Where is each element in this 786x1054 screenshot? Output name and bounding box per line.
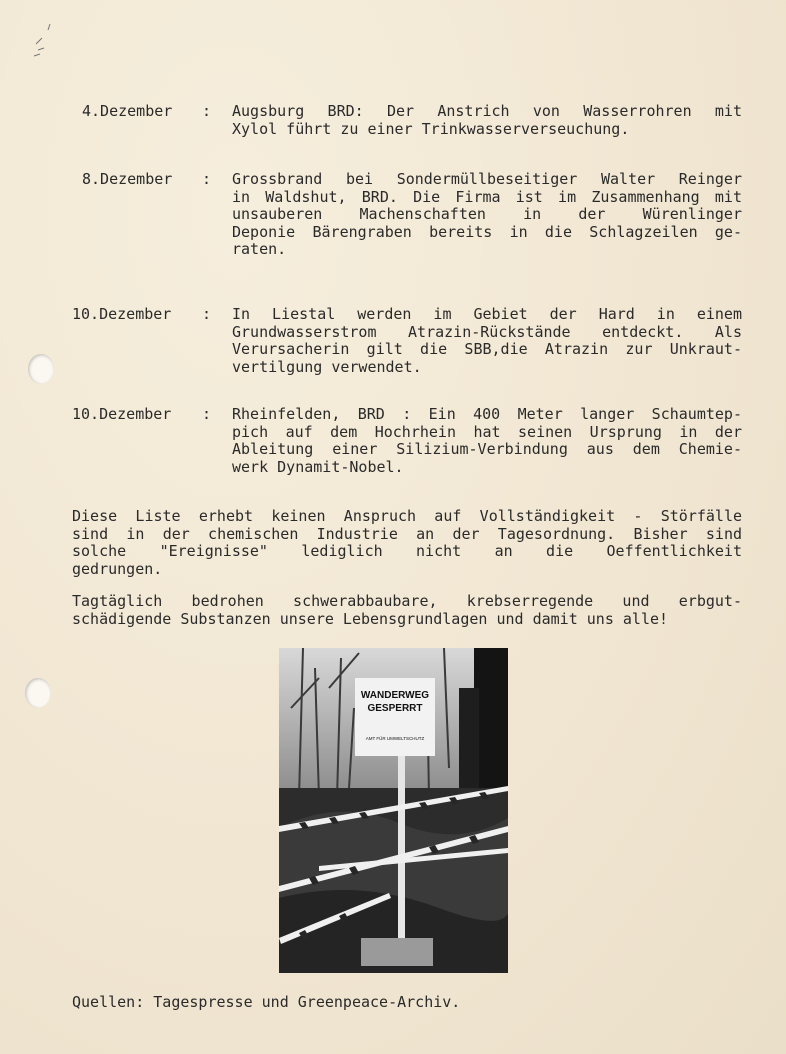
entry-line: Ableitung einer Silizium-Verbindung aus dem Chemie- bbox=[232, 440, 742, 458]
entry-line: Augsburg BRD: Der Anstrich von Wasserrohren mit bbox=[232, 102, 742, 120]
entry-line: werk Dynamit-Nobel. bbox=[232, 457, 404, 476]
entry-colon: : bbox=[202, 405, 212, 423]
entry-date: 8.Dezember bbox=[82, 170, 173, 188]
entry-line: In Liestal werden im Gebiet der Hard in einem bbox=[232, 305, 742, 323]
entry-text bbox=[232, 103, 742, 138]
entry-line: Verursacherin gilt die SBB,die Atrazin zur Unkraut- bbox=[232, 340, 742, 358]
paragraph-line: Tagtäglich bedrohen schwerabbaubare, krebserregende und erbgut- bbox=[72, 592, 742, 610]
entry-line: Rheinfelden, BRD : Ein 400 Meter langer Schaumtep- bbox=[232, 405, 742, 423]
paragraph-line: Diese Liste erhebt keinen Anspruch auf Vollständigkeit - Störfälle bbox=[72, 507, 742, 525]
entry-date: 4.Dezember bbox=[82, 102, 173, 120]
entry-date: 10.Dezember bbox=[72, 305, 172, 323]
sign-text-line1: WANDERWEG bbox=[360, 690, 430, 701]
sign-text-line3: AMT FÜR UMWELTSCHUTZ bbox=[365, 736, 425, 741]
photo-image bbox=[279, 648, 508, 973]
closing-paragraph bbox=[72, 593, 742, 628]
entry-text bbox=[232, 406, 742, 476]
paragraph-line: sind in der chemischen Industrie an der Tagesordnung. Bisher sind bbox=[72, 524, 742, 543]
sources-line: Quellen: Tagespresse und Greenpeace-Archiv. bbox=[72, 993, 461, 1011]
entry-line: raten. bbox=[232, 240, 287, 258]
photo-closed-trail bbox=[279, 648, 508, 973]
sign-text-line2: GESPERRT bbox=[367, 703, 423, 714]
paragraph-line: gedrungen. bbox=[72, 559, 163, 578]
entry-text bbox=[232, 306, 742, 376]
punch-hole-bottom bbox=[25, 678, 51, 708]
paragraph-line: solche "Ereignisse" lediglich nicht an die Oeffentlichkeit bbox=[72, 542, 742, 560]
paragraph-line: schädigende Substanzen unsere Lebensgrundlagen und damit uns alle! bbox=[72, 609, 669, 628]
entry-colon: : bbox=[202, 305, 212, 323]
entry-date: 10.Dezember bbox=[72, 405, 172, 423]
disclaimer-paragraph bbox=[72, 508, 742, 578]
entry-line: pich auf dem Hochrhein hat seinen Ursprung in der bbox=[232, 422, 742, 441]
entry-line: vertilgung verwendet. bbox=[232, 357, 422, 376]
entry-colon: : bbox=[202, 102, 212, 120]
entry-line: Xylol führt zu einer Trinkwasserverseuchung. bbox=[232, 119, 630, 138]
ink-smudge bbox=[28, 20, 58, 60]
entry-line: unsauberen Machenschaften in der Würenlinger bbox=[232, 205, 742, 223]
entry-colon: : bbox=[202, 170, 212, 188]
entry-text bbox=[232, 171, 742, 259]
punch-hole-top bbox=[28, 354, 54, 384]
entry-line: Deponie Bärengraben bereits in die Schlagzeilen ge- bbox=[232, 222, 742, 241]
entry-line: in Waldshut, BRD. Die Firma ist im Zusammenhang mit bbox=[232, 187, 742, 206]
entry-line: Grundwasserstrom Atrazin-Rückstände entdeckt. Als bbox=[232, 322, 742, 341]
entry-line: Grossbrand bei Sondermüllbeseitiger Walter Reinger bbox=[232, 170, 742, 188]
